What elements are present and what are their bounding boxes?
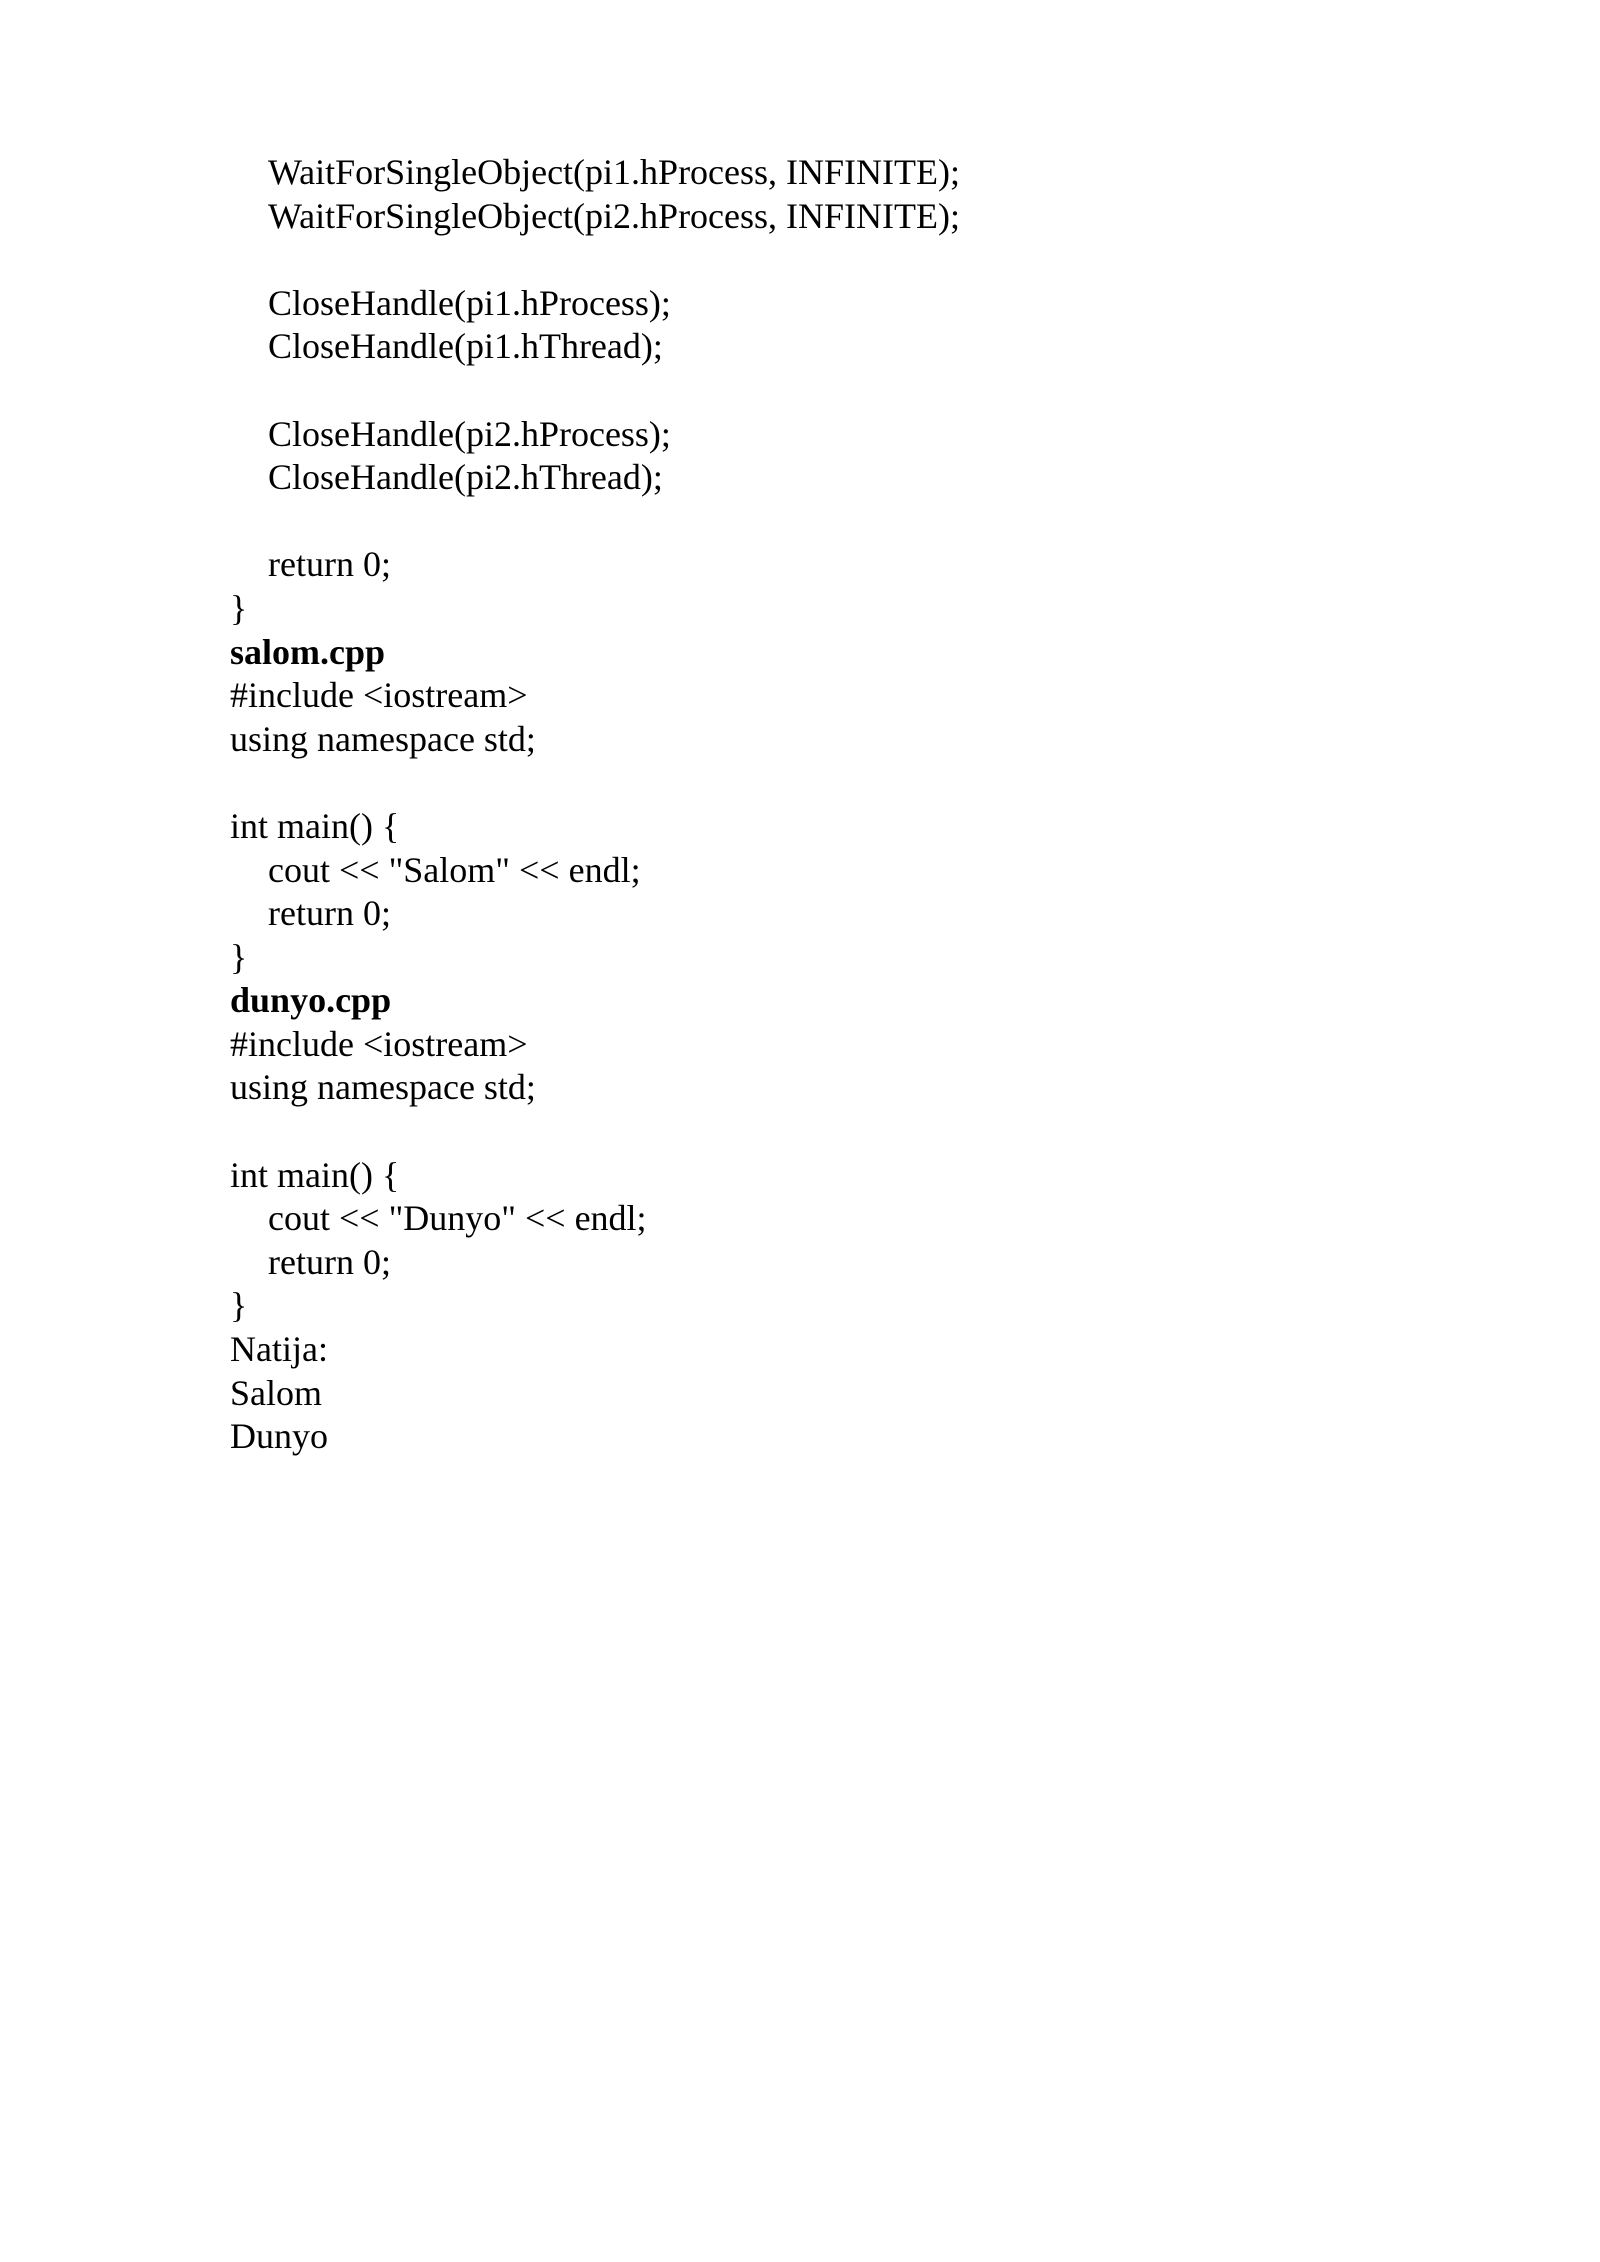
code-line: CloseHandle(pi2.hThread); [268, 457, 663, 498]
code-line: int main() { [230, 1154, 400, 1195]
code-line: } [230, 1285, 248, 1326]
code-line: WaitForSingleObject(pi1.hProcess, INFINITE); [268, 152, 960, 192]
code-line: #include <iostream> [230, 1023, 528, 1064]
result-output-line: Salom [230, 1372, 323, 1413]
code-line: return 0; [268, 893, 391, 934]
code-line: #include <iostream> [230, 675, 528, 716]
code-line: cout << "Salom" << endl; [268, 849, 641, 890]
file-heading-salom: salom.cpp [230, 631, 386, 672]
code-line: using namespace std; [230, 1067, 536, 1108]
code-line: CloseHandle(pi2.hProcess); [268, 413, 671, 454]
code-line: cout << "Dunyo" << endl; [268, 1198, 647, 1239]
blank-line [230, 238, 1430, 282]
code-line: using namespace std; [230, 718, 536, 759]
code-line: CloseHandle(pi1.hProcess); [268, 282, 671, 323]
code-line: CloseHandle(pi1.hThread); [268, 326, 663, 367]
result-output-line: Dunyo [230, 1416, 328, 1457]
code-line: return 0; [268, 1241, 391, 1282]
document-body [230, 151, 1430, 1459]
result-label: Natija: [230, 1329, 328, 1370]
blank-line [230, 761, 1430, 805]
blank-line [230, 369, 1430, 413]
code-line: } [230, 587, 248, 628]
blank-line [230, 1110, 1430, 1154]
code-line: WaitForSingleObject(pi2.hProcess, INFINITE); [268, 195, 960, 236]
blank-line [230, 500, 1430, 544]
code-line: int main() { [230, 805, 400, 846]
file-heading-dunyo: dunyo.cpp [230, 980, 392, 1021]
code-line: } [230, 936, 248, 977]
code-line: return 0; [268, 544, 391, 585]
